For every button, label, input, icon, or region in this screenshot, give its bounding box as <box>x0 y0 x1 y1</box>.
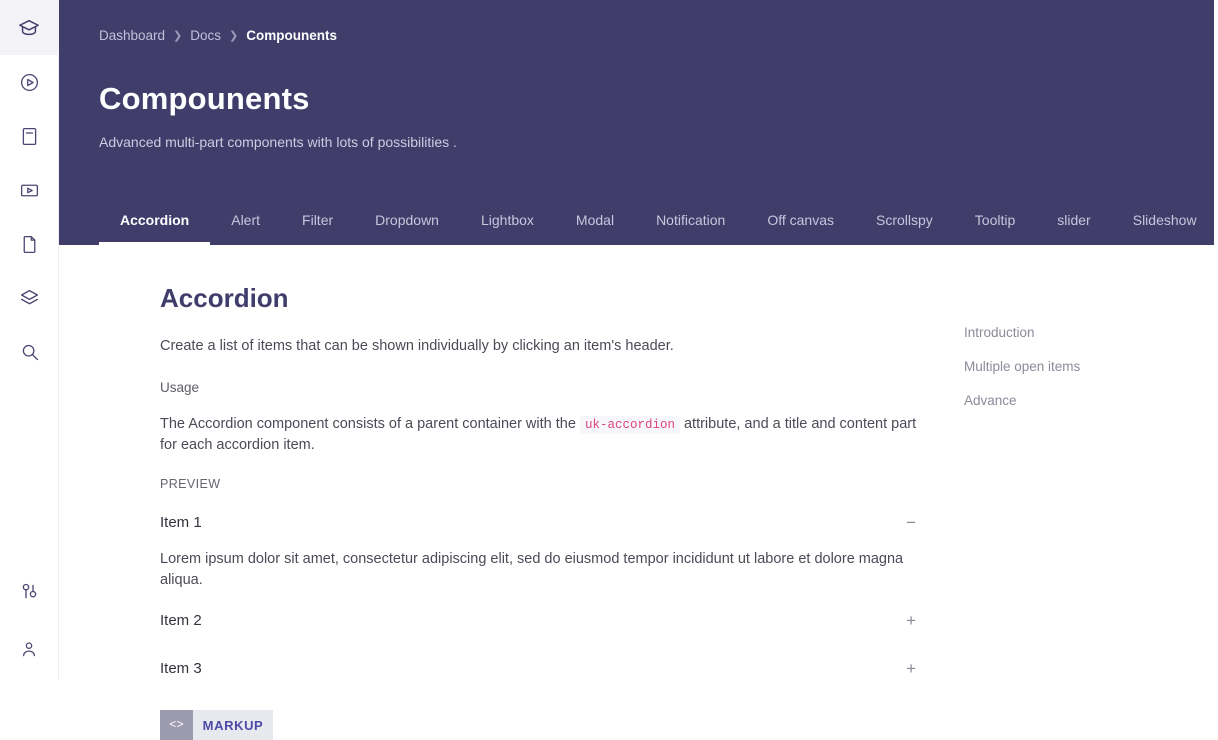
tab-tooltip[interactable]: Tooltip <box>974 212 1016 228</box>
description-text-after: attribute, and a title and content part for each accordion item. <box>160 416 917 454</box>
breadcrumb <box>99 0 1174 43</box>
sidebar <box>0 0 59 680</box>
tab-filter[interactable]: Filter <box>302 212 334 228</box>
content-wrapper <box>59 245 1214 733</box>
accordion-item-1-title: Item 1 <box>160 514 202 532</box>
sidebar-item-video[interactable] <box>0 163 59 217</box>
tab-notification[interactable]: Notification <box>656 212 726 228</box>
preview-label: PREVIEW <box>160 477 221 492</box>
accordion-item-2-header[interactable] <box>160 603 924 638</box>
accordion-item-1-content: Lorem ipsum dolor sit amet, consectetur adipiscing elit, sed do eiusmod tempor incididunt ut labore et dolore magna aliqua. <box>160 551 904 589</box>
tab-slider[interactable]: slider <box>1057 212 1091 228</box>
toc-item-multiple-open-items[interactable]: Multiple open items <box>964 359 1081 374</box>
code-icon: <> <box>160 710 193 740</box>
user-icon <box>19 639 39 659</box>
breadcrumb-separator: ❯ <box>173 30 183 42</box>
sidebar-item-layers[interactable] <box>0 271 59 325</box>
sidebar-item-file[interactable] <box>0 217 59 271</box>
inline-code-uk-accordion: uk-accordion <box>580 416 680 434</box>
tab-bar <box>99 200 1214 245</box>
file-text-icon <box>19 234 40 255</box>
section-description <box>160 395 924 456</box>
tab-alert[interactable]: Alert <box>231 212 261 228</box>
tools-icon <box>19 581 40 602</box>
play-circle-icon <box>19 72 40 93</box>
markup-toggle[interactable] <box>160 710 273 740</box>
breadcrumb-item-dashboard[interactable]: Dashboard <box>99 28 166 43</box>
minus-icon[interactable]: − <box>906 513 916 533</box>
plus-icon[interactable]: + <box>906 659 916 679</box>
search-icon <box>19 342 40 363</box>
accordion-item-1-header[interactable] <box>160 505 924 540</box>
main-area <box>59 0 1214 733</box>
section-lead: Create a list of items that can be shown individually by clicking an item's header. <box>160 338 674 354</box>
breadcrumb-item-current: Compounents <box>246 28 337 43</box>
sidebar-item-book[interactable] <box>0 109 59 163</box>
tab-lightbox[interactable]: Lightbox <box>480 212 534 228</box>
graduation-cap-icon <box>18 17 40 39</box>
video-icon <box>19 180 40 201</box>
markup-label[interactable]: MARKUP <box>193 710 273 740</box>
doc-content <box>59 245 964 733</box>
sidebar-item-play[interactable] <box>0 55 59 109</box>
sidebar-item-tools[interactable] <box>0 564 59 618</box>
usage-label: Usage <box>160 380 200 395</box>
table-of-contents <box>964 245 1214 680</box>
page-header <box>59 0 1214 245</box>
tab-modal[interactable]: Modal <box>575 212 615 228</box>
toc-item-advance[interactable]: Advance <box>964 393 1017 408</box>
toc-item-introduction[interactable]: Introduction <box>964 325 1035 340</box>
accordion-item-2-title: Item 2 <box>160 612 202 630</box>
book-icon <box>19 126 40 147</box>
sidebar-item-dashboard[interactable] <box>0 0 59 55</box>
page-title: Compounents <box>99 81 310 116</box>
tab-scrollspy[interactable]: Scrollspy <box>876 212 933 228</box>
plus-icon[interactable]: + <box>906 611 916 631</box>
breadcrumb-item-docs[interactable]: Docs <box>190 28 222 43</box>
layers-icon <box>19 288 40 309</box>
tab-accordion[interactable]: Accordion <box>99 200 210 245</box>
accordion-item-3-title: Item 3 <box>160 660 202 678</box>
tab-dropdown[interactable]: Dropdown <box>375 212 439 228</box>
accordion <box>160 491 924 686</box>
breadcrumb-separator: ❯ <box>229 30 239 42</box>
accordion-item-3-header[interactable] <box>160 638 924 686</box>
sidebar-item-user[interactable] <box>0 618 59 680</box>
page-subtitle: Advanced multi-part components with lots of possibilities . <box>99 134 457 151</box>
sidebar-item-search[interactable] <box>0 325 59 379</box>
tab-slideshow[interactable]: Slideshow <box>1132 212 1197 228</box>
description-text-before: The Accordion component consists of a parent container with the <box>160 416 576 432</box>
tab-off-canvas[interactable]: Off canvas <box>767 212 834 228</box>
section-heading: Accordion <box>160 283 289 313</box>
